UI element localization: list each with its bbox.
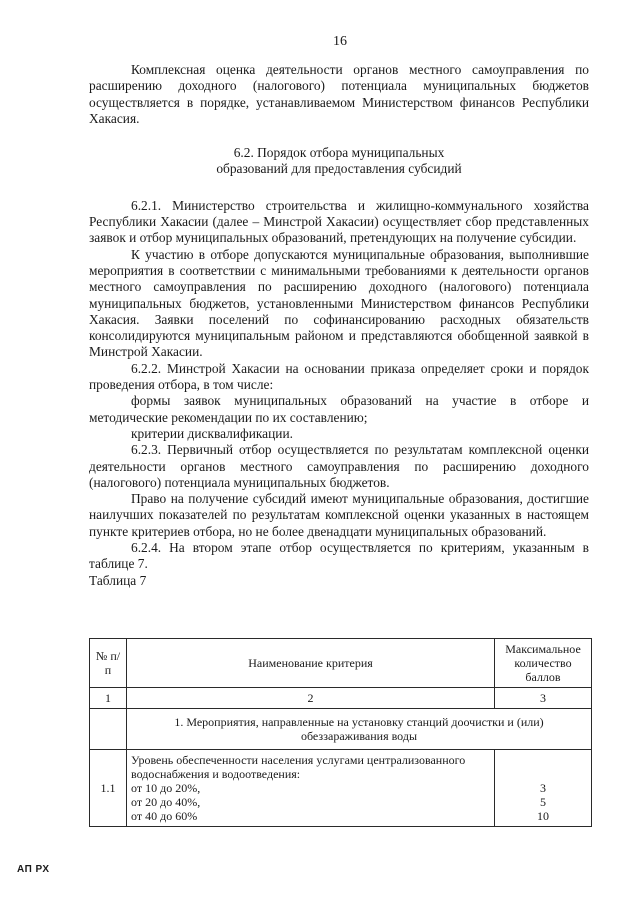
section-heading (89, 145, 589, 178)
header-max: Максимальное количество баллов (495, 639, 592, 688)
criterion-num: 1.1 (90, 750, 127, 827)
header-name: Наименование критерия (127, 639, 495, 688)
paragraph-disqualification: критерии дисквалификации. (131, 425, 293, 441)
table-header-row (90, 639, 592, 688)
criteria-table (89, 638, 592, 827)
table-caption: Таблица 7 (89, 572, 147, 588)
page-number: 16 (333, 34, 347, 49)
section-heading-line2: образований для предоставления субсидий (216, 161, 462, 177)
intro-paragraph: Комплексная оценка деятельности органов местного самоуправления по расширению доходного (налогового) потенциала муниципальных бюджетов осуществляется в порядке, устанавливаемом Министерством финансов Республики Хакасия. (89, 62, 589, 126)
criterion-points-cell (495, 750, 592, 827)
criterion-range-2: от 20 до 40%, (131, 795, 201, 809)
criterion-points-2: 5 (540, 795, 546, 809)
paragraph-6-2-3: 6.2.3. Первичный отбор осуществляется по результатам комплексной оценки деятельности органов местного самоуправления по расширению доходного (налогового) потенциала муниципальных бюджетов. (89, 442, 589, 490)
document-body (89, 62, 589, 589)
paragraph-6-2-1: 6.2.1. Министерство строительства и жилищно-коммунального хозяйства Республики Хакасии (далее – Минстрой Хакасии) осуществляет сбор представленных заявок и отбор муниципальных образований, претендующих на получение субсидии. (89, 197, 589, 246)
criterion-name-cell (127, 750, 495, 827)
index-cell-1: 1 (90, 688, 127, 709)
criterion-points-3: 10 (537, 809, 549, 823)
paragraph-6-2-4: 6.2.4. На втором этапе отбор осуществляется по критериям, указанным в таблице 7. (89, 540, 589, 572)
criterion-title: Уровень обеспеченности населения услугами централизованного водоснабжения и водоотведения: (131, 753, 466, 781)
criterion-range-3: от 40 до 60% (131, 809, 198, 823)
table-section-row (90, 709, 592, 750)
criterion-points-1: 3 (540, 781, 546, 795)
header-num: № п/п (90, 639, 127, 688)
paragraph-6-2-2: 6.2.2. Минстрой Хакасии на основании приказа определяет сроки и порядок проведения отбора, в том числе: (89, 360, 589, 393)
index-cell-3: 3 (495, 688, 592, 709)
footer-mark: АП РХ (17, 864, 50, 875)
paragraph-right: Право на получение субсидий имеют муниципальные образования, достигшие наилучших показателей по результатам комплексной оценки указанных в настоящем пункте критериев отбора, но не более двенадцати муниципальных образований. (89, 491, 589, 539)
section-heading-line1: 6.2. Порядок отбора муниципальных (233, 145, 445, 161)
index-cell-2: 2 (127, 688, 495, 709)
section-title-cell: 1. Мероприятия, направленные на установку станций доочистки и (или) обеззараживания воды (127, 709, 592, 750)
paragraph-admission: К участию в отборе допускаются муниципальные образования, выполнившие мероприятия в соответствии с минимальными требованиями к деятельности органов местного самоуправления по расширению доходного (налогового) потенциала муниципальных бюджетов, установленными Министерством финансов Республики Хакасия. Заявки поселений по софинансированию расходных обязательств консолидируются муниципальным районом и представляются обобщенной заявкой в Минстрой Хакасии. (89, 246, 589, 360)
paragraph-forms: формы заявок муниципальных образований на участие в отборе и методические рекомендации по их составлению; (89, 393, 589, 425)
table-row (90, 750, 592, 827)
criterion-range-1: от 10 до 20%, (131, 781, 201, 795)
table-index-row (90, 688, 592, 709)
